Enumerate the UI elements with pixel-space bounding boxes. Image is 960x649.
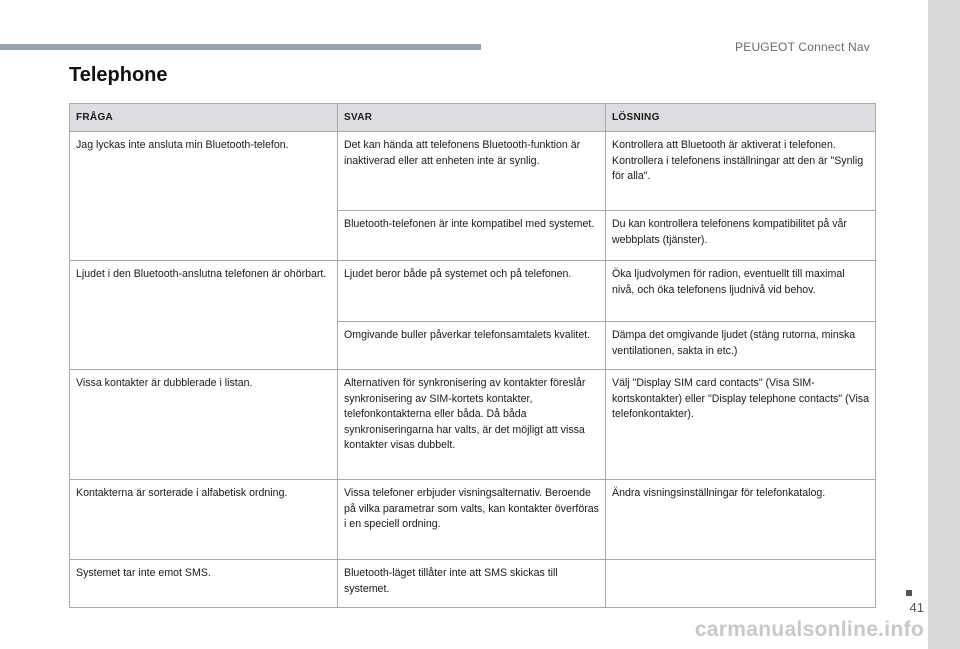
page-number: 41 <box>909 600 924 615</box>
solution-cell: Ändra visningsinställningar för telefonkatalog. <box>606 480 876 560</box>
question-cell: Vissa kontakter är dubblerade i listan. <box>70 370 338 480</box>
table-row <box>70 370 876 480</box>
answer-cell: Omgivande buller påverkar telefonsamtalets kvalitet. <box>338 322 606 370</box>
solution-cell: Kontrollera att Bluetooth är aktiverat i telefonen. Kontrollera i telefonens inställningar att den är "Synlig för alla". <box>606 132 876 211</box>
solution-cell: Välj "Display SIM card contacts" (Visa SIM-kortskontakter) eller "Display telephone contacts" (Visa telefonkontakter). <box>606 370 876 480</box>
column-header-answer: SVAR <box>338 104 606 132</box>
question-cell: Kontakterna är sorterade i alfabetisk ordning. <box>70 480 338 560</box>
solution-cell <box>606 560 876 608</box>
answer-cell: Vissa telefoner erbjuder visningsalternativ. Beroende på vilka parametrar som valts, kan kontakter överföras i en speciell ordning. <box>338 480 606 560</box>
table-header-row <box>70 104 876 132</box>
answer-cell: Bluetooth-läget tillåter inte att SMS skickas till systemet. <box>338 560 606 608</box>
table-row <box>70 132 876 211</box>
watermark: carmanualsonline.info <box>694 618 924 641</box>
answer-cell: Bluetooth-telefonen är inte kompatibel med systemet. <box>338 211 606 261</box>
table-row <box>70 480 876 560</box>
column-header-question: FRÅGA <box>70 104 338 132</box>
table-row <box>70 211 876 261</box>
question-cell-continuation <box>70 211 338 261</box>
question-cell: Jag lyckas inte ansluta min Bluetooth-telefon. <box>70 132 338 211</box>
side-strip <box>928 0 960 649</box>
answer-cell: Det kan hända att telefonens Bluetooth-funktion är inaktiverad eller att enheten inte är synlig. <box>338 132 606 211</box>
page-title: Telephone <box>69 64 168 86</box>
header-rule <box>0 44 481 50</box>
question-cell: Systemet tar inte emot SMS. <box>70 560 338 608</box>
column-header-solution: LÖSNING <box>606 104 876 132</box>
running-header: PEUGEOT Connect Nav <box>735 40 870 54</box>
solution-cell: Öka ljudvolymen för radion, eventuellt till maximal nivå, och öka telefonens ljudnivå vid behov. <box>606 261 876 322</box>
answer-cell: Alternativen för synkronisering av kontakter föreslår synkronisering av SIM-kortets kontakter, telefonkontakterna eller båda. Då båda synkroniseringarna har valts, är det möjligt att vissa kontakter visas dubbelt. <box>338 370 606 480</box>
question-cell-continuation <box>70 322 338 370</box>
table-row <box>70 261 876 322</box>
page-marker-square <box>906 590 912 596</box>
answer-cell: Ljudet beror både på systemet och på telefonen. <box>338 261 606 322</box>
solution-cell: Dämpa det omgivande ljudet (stäng rutorna, minska ventilationen, sakta in etc.) <box>606 322 876 370</box>
question-cell: Ljudet i den Bluetooth-anslutna telefonen är ohörbart. <box>70 261 338 322</box>
troubleshooting-table <box>69 103 876 608</box>
table-row <box>70 560 876 608</box>
solution-cell: Du kan kontrollera telefonens kompatibilitet på vår webbplats (tjänster). <box>606 211 876 261</box>
table-row <box>70 322 876 370</box>
